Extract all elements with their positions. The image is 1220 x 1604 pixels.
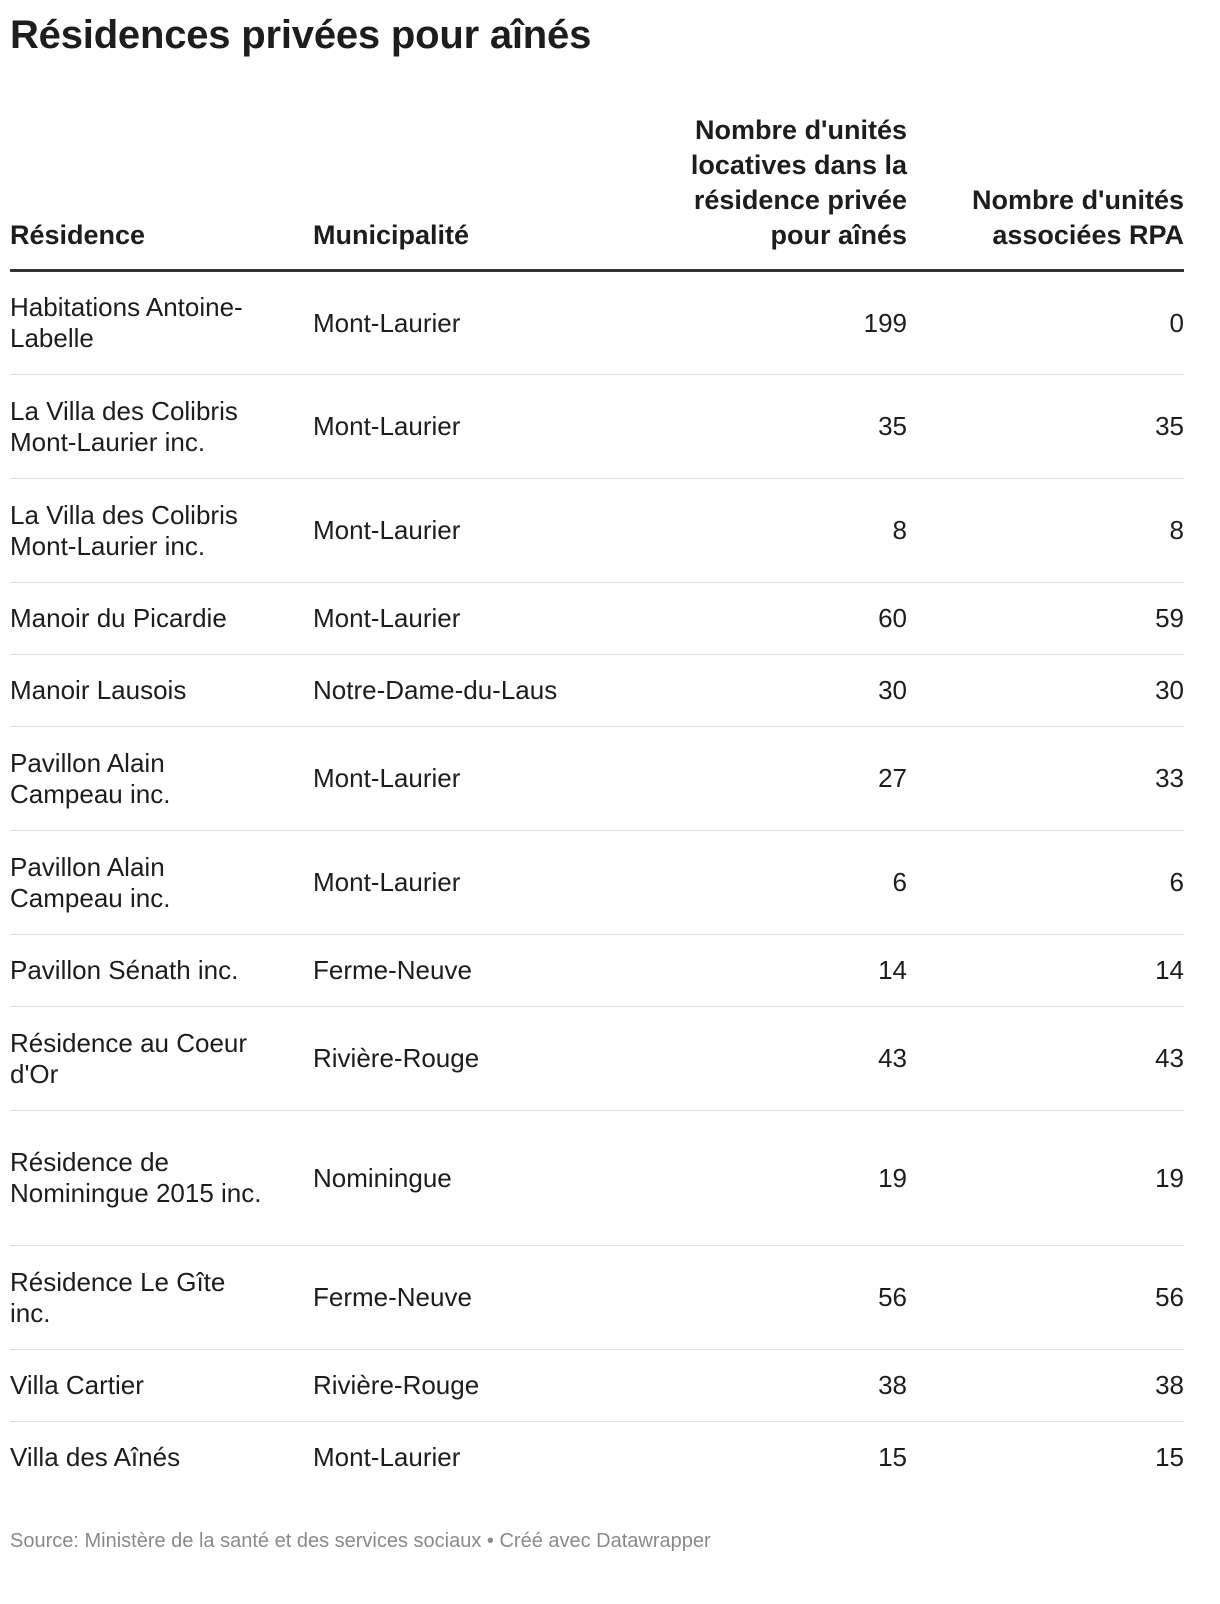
cell-residence: La Villa des Colibris Mont-Laurier inc. bbox=[10, 375, 313, 479]
table-row bbox=[10, 1246, 1184, 1350]
table-row bbox=[10, 479, 1184, 583]
table-row bbox=[10, 1350, 1184, 1422]
cell-residence: Pavillon Alain Campeau inc. bbox=[10, 831, 313, 935]
cell-unites-locatives: 199 bbox=[659, 271, 907, 375]
cell-unites-associees: 15 bbox=[1155, 1442, 1184, 1472]
cell-residence: Pavillon Sénath inc. bbox=[10, 935, 313, 1007]
cell-unites-associees: 8 bbox=[907, 479, 1184, 583]
cell-residence: Résidence au Coeur d'Or bbox=[10, 1007, 313, 1111]
cell-unites-locatives: 43 bbox=[659, 1007, 907, 1111]
cell-unites-associees: 33 bbox=[907, 727, 1184, 831]
cell-unites-associees: 43 bbox=[907, 1007, 1184, 1111]
cell-residence: Villa Cartier bbox=[10, 1350, 313, 1422]
cell-municipalite: Mont-Laurier bbox=[313, 479, 659, 583]
data-table bbox=[10, 113, 1184, 1493]
header-residence[interactable]: Résidence bbox=[10, 113, 313, 271]
cell-municipalite: Notre-Dame-du-Laus bbox=[313, 655, 659, 727]
table-row bbox=[10, 375, 1184, 479]
cell-municipalite: Mont-Laurier bbox=[313, 831, 659, 935]
table-row bbox=[10, 831, 1184, 935]
table-row bbox=[10, 1422, 1184, 1494]
cell-unites-associees: 56 bbox=[907, 1246, 1184, 1350]
cell-unites-locatives: 30 bbox=[659, 655, 907, 727]
table-header-row bbox=[10, 113, 1184, 271]
table-row bbox=[10, 935, 1184, 1007]
page-title: Résidences privées pour aînés bbox=[10, 13, 592, 57]
cell-residence: Pavillon Alain Campeau inc. bbox=[10, 727, 313, 831]
table-row bbox=[10, 1111, 1184, 1246]
table-row bbox=[10, 655, 1184, 727]
cell-residence: Manoir Lausois bbox=[10, 655, 313, 727]
cell-municipalite: Mont-Laurier bbox=[313, 375, 659, 479]
source-note: Source: Ministère de la santé et des services sociaux bbox=[10, 1530, 482, 1552]
header-unites-locatives[interactable]: Nombre d'unités locatives dans la résidence privée pour aînés bbox=[659, 113, 907, 271]
cell-unites-associees: 6 bbox=[907, 831, 1184, 935]
datawrapper-credit-link[interactable]: Créé avec Datawrapper bbox=[499, 1530, 711, 1552]
table-row bbox=[10, 271, 1184, 375]
cell-municipalite: Mont-Laurier bbox=[313, 1442, 461, 1472]
cell-municipalite: Rivière-Rouge bbox=[313, 1350, 659, 1422]
table-row bbox=[10, 727, 1184, 831]
cell-unites-locatives: 27 bbox=[659, 727, 907, 831]
cell-residence: Résidence Le Gîte inc. bbox=[10, 1246, 313, 1350]
cell-unites-locatives: 19 bbox=[659, 1111, 907, 1246]
cell-municipalite: Mont-Laurier bbox=[313, 271, 659, 375]
cell-residence: Villa des Aînés bbox=[10, 1442, 181, 1472]
cell-unites-locatives: 35 bbox=[659, 375, 907, 479]
cell-unites-associees: 0 bbox=[907, 271, 1184, 375]
table-body bbox=[10, 271, 1184, 1494]
page bbox=[10, 0, 1210, 1552]
cell-municipalite: Nominingue bbox=[313, 1111, 659, 1246]
cell-residence: La Villa des Colibris Mont-Laurier inc. bbox=[10, 479, 313, 583]
cell-residence: Résidence de Nominingue 2015 inc. bbox=[10, 1111, 313, 1246]
cell-municipalite: Mont-Laurier bbox=[313, 727, 659, 831]
table-row bbox=[10, 1007, 1184, 1111]
cell-municipalite: Ferme-Neuve bbox=[313, 935, 659, 1007]
cell-unites-locatives: 60 bbox=[659, 583, 907, 655]
cell-unites-associees: 30 bbox=[907, 655, 1184, 727]
cell-unites-associees: 35 bbox=[907, 375, 1184, 479]
footer-notes bbox=[10, 1529, 711, 1553]
table-row bbox=[10, 583, 1184, 655]
cell-municipalite: Rivière-Rouge bbox=[313, 1007, 659, 1111]
cell-unites-locatives: 8 bbox=[659, 479, 907, 583]
cell-unites-associees: 38 bbox=[907, 1350, 1184, 1422]
cell-municipalite: Mont-Laurier bbox=[313, 583, 659, 655]
cell-residence: Habitations Antoine-Labelle bbox=[10, 271, 313, 375]
cell-unites-locatives: 15 bbox=[878, 1442, 907, 1472]
cell-unites-locatives: 38 bbox=[659, 1350, 907, 1422]
footer-separator: • bbox=[481, 1530, 500, 1552]
cell-unites-associees: 59 bbox=[907, 583, 1184, 655]
cell-unites-associees: 19 bbox=[907, 1111, 1184, 1246]
cell-municipalite: Ferme-Neuve bbox=[313, 1246, 659, 1350]
header-municipalite[interactable]: Municipalité bbox=[313, 113, 659, 271]
header-unites-associees[interactable]: Nombre d'unités associées RPA bbox=[907, 113, 1184, 271]
cell-residence: Manoir du Picardie bbox=[10, 583, 313, 655]
cell-unites-locatives: 56 bbox=[659, 1246, 907, 1350]
cell-unites-locatives: 14 bbox=[659, 935, 907, 1007]
cell-unites-locatives: 6 bbox=[659, 831, 907, 935]
cell-unites-associees: 14 bbox=[907, 935, 1184, 1007]
